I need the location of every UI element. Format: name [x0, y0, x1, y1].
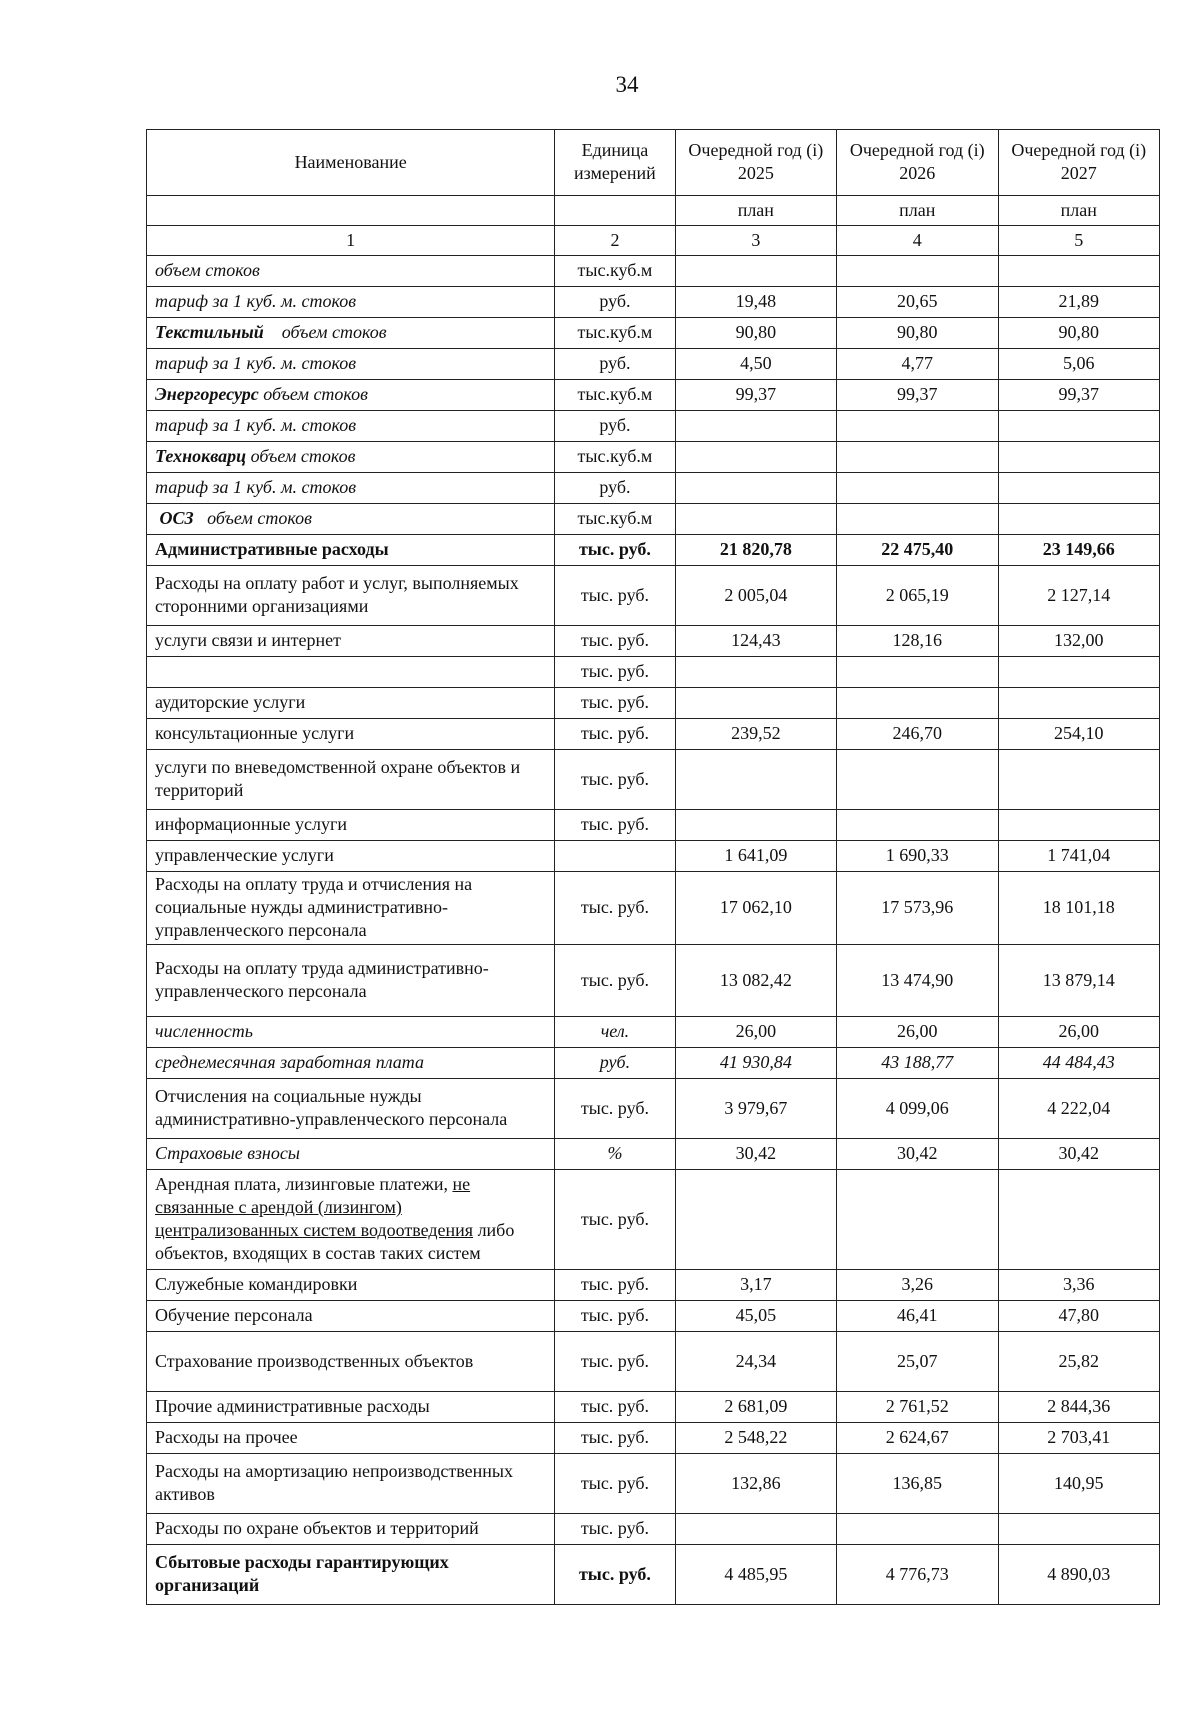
row-name-text: объем стоков [250, 446, 356, 466]
table-row [147, 810, 1160, 841]
row-value-2025 [675, 504, 836, 535]
row-value-2025: 99,37 [675, 380, 836, 411]
table-row [147, 657, 1160, 688]
row-value-2027: 25,82 [998, 1332, 1160, 1392]
row-value-2026 [837, 411, 998, 442]
row-value-2027: 47,80 [998, 1301, 1160, 1332]
row-value-2026 [837, 1514, 998, 1545]
header-year-2025: Очередной год (i) 2025 [675, 130, 836, 196]
row-name: информационные услуги [147, 810, 555, 841]
row-value-2027: 4 222,04 [998, 1079, 1160, 1139]
row-unit: тыс. руб. [555, 535, 675, 566]
header-year-2027: Очередной год (i) 2027 [998, 130, 1160, 196]
row-unit: тыс.куб.м [555, 318, 675, 349]
row-unit: тыс.куб.м [555, 256, 675, 287]
row-value-2027: 44 484,43 [998, 1048, 1160, 1079]
row-value-2025 [675, 1170, 836, 1270]
table-row [147, 1332, 1160, 1392]
row-name: численность [147, 1017, 555, 1048]
row-name: Расходы на амортизацию непроизводственных активов [147, 1454, 555, 1514]
row-unit: руб. [555, 411, 675, 442]
plan-label: план [675, 196, 836, 226]
row-value-2026 [837, 504, 998, 535]
row-unit: тыс. руб. [555, 566, 675, 626]
table-row [147, 256, 1160, 287]
row-value-2026 [837, 657, 998, 688]
row-name: управленческие услуги [147, 841, 555, 872]
row-value-2025: 239,52 [675, 719, 836, 750]
row-unit: тыс. руб. [555, 1392, 675, 1423]
table-row [147, 872, 1160, 945]
row-value-2025: 3 979,67 [675, 1079, 836, 1139]
row-value-2025 [675, 657, 836, 688]
table-row [147, 841, 1160, 872]
plan-empty [555, 196, 675, 226]
row-value-2026: 2 624,67 [837, 1423, 998, 1454]
table-row [147, 719, 1160, 750]
row-unit: руб. [555, 1048, 675, 1079]
table-row [147, 504, 1160, 535]
plan-label: план [837, 196, 998, 226]
row-name [147, 411, 555, 442]
row-name: Отчисления на социальные нужды административно-управленческого персонала [147, 1079, 555, 1139]
row-name: Расходы на оплату труда административно-управленческого персонала [147, 945, 555, 1017]
row-value-2026: 4 099,06 [837, 1079, 998, 1139]
row-value-2027 [998, 504, 1160, 535]
row-unit: тыс. руб. [555, 1514, 675, 1545]
row-value-2025: 124,43 [675, 626, 836, 657]
row-value-2025 [675, 1514, 836, 1545]
row-unit: тыс. руб. [555, 945, 675, 1017]
row-value-2026: 128,16 [837, 626, 998, 657]
column-number-row [147, 226, 1160, 256]
row-unit: тыс. руб. [555, 750, 675, 810]
row-value-2025: 21 820,78 [675, 535, 836, 566]
row-value-2026 [837, 688, 998, 719]
row-unit: чел. [555, 1017, 675, 1048]
table-row [147, 1139, 1160, 1170]
row-value-2027: 1 741,04 [998, 841, 1160, 872]
row-name [147, 318, 555, 349]
row-name: Прочие административные расходы [147, 1392, 555, 1423]
row-prefix: Текстильный [155, 322, 264, 342]
column-number: 5 [998, 226, 1160, 256]
plan-empty [147, 196, 555, 226]
row-value-2027 [998, 688, 1160, 719]
row-unit: тыс.куб.м [555, 442, 675, 473]
row-unit: тыс. руб. [555, 688, 675, 719]
table-row [147, 349, 1160, 380]
row-value-2025: 90,80 [675, 318, 836, 349]
row-name: Расходы на оплату работ и услуг, выполняемых сторонними организациями [147, 566, 555, 626]
column-number: 3 [675, 226, 836, 256]
row-unit: тыс. руб. [555, 1423, 675, 1454]
header-row [147, 130, 1160, 196]
row-name-tail: либо объектов, входящих в состав таких систем [155, 1220, 515, 1263]
row-value-2026: 43 188,77 [837, 1048, 998, 1079]
row-value-2026: 3,26 [837, 1270, 998, 1301]
row-unit: руб. [555, 287, 675, 318]
row-name: Расходы по охране объектов и территорий [147, 1514, 555, 1545]
row-name: Страховые взносы [147, 1139, 555, 1170]
row-value-2026: 2 065,19 [837, 566, 998, 626]
row-name: Административные расходы [147, 535, 555, 566]
row-value-2025: 41 930,84 [675, 1048, 836, 1079]
row-unit: тыс. руб. [555, 1079, 675, 1139]
budget-table [146, 129, 1160, 1605]
row-name: Обучение персонала [147, 1301, 555, 1332]
row-value-2027: 5,06 [998, 349, 1160, 380]
row-unit: % [555, 1139, 675, 1170]
row-unit: тыс.куб.м [555, 380, 675, 411]
row-value-2025 [675, 442, 836, 473]
row-unit: тыс. руб. [555, 1170, 675, 1270]
column-number: 4 [837, 226, 998, 256]
row-value-2027: 3,36 [998, 1270, 1160, 1301]
row-value-2025: 30,42 [675, 1139, 836, 1170]
row-unit: тыс. руб. [555, 1270, 675, 1301]
row-unit: тыс. руб. [555, 1301, 675, 1332]
row-value-2025 [675, 750, 836, 810]
row-name: Расходы на оплату труда и отчисления на социальные нужды административно-управленческого персонала [147, 872, 555, 945]
row-name-text: тариф за 1 куб. м. стоков [155, 353, 357, 373]
row-value-2025 [675, 688, 836, 719]
row-name-text: тариф за 1 куб. м. стоков [155, 477, 357, 497]
row-name [147, 473, 555, 504]
row-value-2027: 132,00 [998, 626, 1160, 657]
column-number: 1 [147, 226, 555, 256]
row-value-2025: 17 062,10 [675, 872, 836, 945]
row-value-2027 [998, 657, 1160, 688]
table-row [147, 1079, 1160, 1139]
row-value-2026: 20,65 [837, 287, 998, 318]
row-value-2026: 4,77 [837, 349, 998, 380]
row-value-2025 [675, 256, 836, 287]
row-value-2025: 13 082,42 [675, 945, 836, 1017]
row-value-2026 [837, 473, 998, 504]
header-unit: Единица измерений [555, 130, 675, 196]
plan-row [147, 196, 1160, 226]
row-unit: тыс. руб. [555, 657, 675, 688]
row-unit: тыс. руб. [555, 1454, 675, 1514]
row-value-2025: 19,48 [675, 287, 836, 318]
row-value-2025: 2 005,04 [675, 566, 836, 626]
row-name: Служебные командировки [147, 1270, 555, 1301]
row-name [147, 1170, 555, 1270]
row-name-text: тариф за 1 куб. м. стоков [155, 291, 357, 311]
table-row [147, 1392, 1160, 1423]
row-value-2027: 140,95 [998, 1454, 1160, 1514]
row-name-text: объем стоков [207, 508, 312, 528]
row-unit: тыс.куб.м [555, 504, 675, 535]
row-value-2026 [837, 1170, 998, 1270]
row-value-2027: 99,37 [998, 380, 1160, 411]
row-value-2025: 2 681,09 [675, 1392, 836, 1423]
row-prefix: Технокварц [155, 446, 247, 466]
table-row [147, 1454, 1160, 1514]
row-value-2026: 25,07 [837, 1332, 998, 1392]
row-name [147, 657, 555, 688]
row-value-2027: 21,89 [998, 287, 1160, 318]
row-value-2027 [998, 750, 1160, 810]
row-value-2025 [675, 411, 836, 442]
row-value-2027: 13 879,14 [998, 945, 1160, 1017]
row-value-2026 [837, 810, 998, 841]
table-row [147, 411, 1160, 442]
row-value-2027: 30,42 [998, 1139, 1160, 1170]
row-value-2027 [998, 442, 1160, 473]
row-value-2025: 4 485,95 [675, 1545, 836, 1605]
table-row [147, 1301, 1160, 1332]
row-value-2026 [837, 750, 998, 810]
row-value-2027 [998, 810, 1160, 841]
page-number: 34 [615, 72, 639, 97]
table-row [147, 688, 1160, 719]
row-name-text: объем стоков [263, 384, 368, 404]
row-value-2027 [998, 1514, 1160, 1545]
row-unit: тыс. руб. [555, 810, 675, 841]
row-value-2025: 2 548,22 [675, 1423, 836, 1454]
row-value-2026: 30,42 [837, 1139, 998, 1170]
row-value-2027: 2 127,14 [998, 566, 1160, 626]
row-value-2027: 254,10 [998, 719, 1160, 750]
row-value-2027: 2 844,36 [998, 1392, 1160, 1423]
row-value-2026 [837, 256, 998, 287]
table-row [147, 380, 1160, 411]
row-value-2026: 13 474,90 [837, 945, 998, 1017]
header-name: Наименование [147, 130, 555, 196]
row-value-2027 [998, 256, 1160, 287]
table-row [147, 566, 1160, 626]
row-name-text: объем стоков [155, 260, 260, 280]
row-value-2027 [998, 411, 1160, 442]
row-value-2027: 90,80 [998, 318, 1160, 349]
row-value-2026: 246,70 [837, 719, 998, 750]
row-name: аудиторские услуги [147, 688, 555, 719]
row-value-2026: 26,00 [837, 1017, 998, 1048]
row-name-text: тариф за 1 куб. м. стоков [155, 415, 357, 435]
table-row [147, 318, 1160, 349]
row-value-2027: 23 149,66 [998, 535, 1160, 566]
row-value-2026: 1 690,33 [837, 841, 998, 872]
row-name-text: Арендная плата, лизинговые платежи, [155, 1174, 453, 1194]
row-value-2026: 90,80 [837, 318, 998, 349]
table-row [147, 1545, 1160, 1605]
row-value-2027 [998, 473, 1160, 504]
row-name: Сбытовые расходы гарантирующих организаций [147, 1545, 555, 1605]
row-name-underlined: не связанные с арендой (лизингом) централизованных систем водоотведения [155, 1174, 474, 1240]
row-value-2027: 18 101,18 [998, 872, 1160, 945]
row-value-2025: 26,00 [675, 1017, 836, 1048]
row-value-2026: 17 573,96 [837, 872, 998, 945]
row-value-2025: 4,50 [675, 349, 836, 380]
row-value-2026: 46,41 [837, 1301, 998, 1332]
table-row [147, 442, 1160, 473]
table-row [147, 535, 1160, 566]
row-name [147, 287, 555, 318]
row-name: услуги по вневедомственной охране объектов и территорий [147, 750, 555, 810]
row-unit: тыс. руб. [555, 872, 675, 945]
table-row [147, 473, 1160, 504]
row-prefix: ОСЗ [159, 508, 194, 528]
row-prefix: Энергоресурс [155, 384, 259, 404]
row-unit: тыс. руб. [555, 1545, 675, 1605]
row-value-2027: 4 890,03 [998, 1545, 1160, 1605]
row-name-text: объем стоков [281, 322, 387, 342]
table-row [147, 1514, 1160, 1545]
row-unit: руб. [555, 473, 675, 504]
row-name: консультационные услуги [147, 719, 555, 750]
row-value-2025: 3,17 [675, 1270, 836, 1301]
row-value-2027 [998, 1170, 1160, 1270]
row-value-2025: 132,86 [675, 1454, 836, 1514]
row-name [147, 256, 555, 287]
row-value-2027: 26,00 [998, 1017, 1160, 1048]
row-unit [555, 841, 675, 872]
table-row [147, 1048, 1160, 1079]
table-row [147, 1270, 1160, 1301]
row-value-2026: 2 761,52 [837, 1392, 998, 1423]
row-unit: тыс. руб. [555, 626, 675, 657]
row-name: Расходы на прочее [147, 1423, 555, 1454]
row-name [147, 380, 555, 411]
table-row [147, 750, 1160, 810]
row-name: Страхование производственных объектов [147, 1332, 555, 1392]
row-name: среднемесячная заработная плата [147, 1048, 555, 1079]
row-unit: руб. [555, 349, 675, 380]
plan-label: план [998, 196, 1160, 226]
row-unit: тыс. руб. [555, 719, 675, 750]
row-value-2026: 99,37 [837, 380, 998, 411]
table-row [147, 626, 1160, 657]
table-row [147, 1170, 1160, 1270]
row-value-2026: 4 776,73 [837, 1545, 998, 1605]
row-value-2025: 45,05 [675, 1301, 836, 1332]
table-row [147, 945, 1160, 1017]
row-name: услуги связи и интернет [147, 626, 555, 657]
row-value-2026 [837, 442, 998, 473]
column-number: 2 [555, 226, 675, 256]
row-value-2025 [675, 810, 836, 841]
row-value-2027: 2 703,41 [998, 1423, 1160, 1454]
table-row [147, 287, 1160, 318]
row-value-2026: 136,85 [837, 1454, 998, 1514]
row-value-2025 [675, 473, 836, 504]
header-year-2026: Очередной год (i) 2026 [837, 130, 998, 196]
row-name [147, 442, 555, 473]
row-value-2025: 24,34 [675, 1332, 836, 1392]
row-value-2026: 22 475,40 [837, 535, 998, 566]
row-unit: тыс. руб. [555, 1332, 675, 1392]
row-name [147, 504, 555, 535]
row-name [147, 349, 555, 380]
table-row [147, 1017, 1160, 1048]
row-value-2025: 1 641,09 [675, 841, 836, 872]
table-row [147, 1423, 1160, 1454]
